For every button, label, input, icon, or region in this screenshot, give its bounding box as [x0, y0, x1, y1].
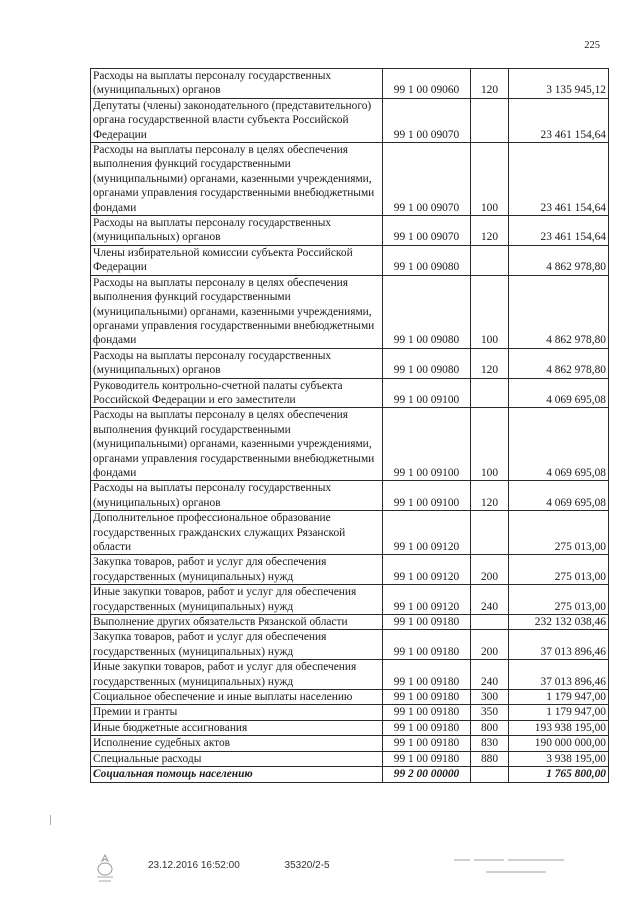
vr-cell: 120: [471, 69, 509, 99]
vr-cell: 300: [471, 690, 509, 705]
table-row: [91, 69, 609, 99]
vr-cell: 240: [471, 660, 509, 690]
table-row: [91, 143, 609, 216]
table-row: [91, 736, 609, 751]
sum-cell: 4 862 978,80: [509, 348, 609, 378]
sum-cell: 1 765 800,00: [509, 767, 609, 782]
vr-cell: [471, 767, 509, 782]
footer-datetime: 23.12.2016 16:52:00: [148, 860, 240, 871]
sum-cell: 1 179 947,00: [509, 690, 609, 705]
name-cell: Специальные расходы: [91, 751, 383, 766]
name-cell: Расходы на выплаты персоналу в целях обеспечения выполнения функций государственными (муниципальными) органами, казенными учреждениями, органами управления государственными внебюджетными фондами: [91, 275, 383, 348]
name-cell: Социальная помощь населению: [91, 767, 383, 782]
sum-cell: 3 135 945,12: [509, 69, 609, 99]
name-cell: Руководитель контрольно-счетной палаты субъекта Российской Федерации и его заместители: [91, 378, 383, 408]
sum-cell: 37 013 896,46: [509, 630, 609, 660]
code-cell: 99 1 00 09120: [383, 585, 471, 615]
table-row: [91, 511, 609, 555]
sum-cell: 23 461 154,64: [509, 98, 609, 142]
code-cell: 99 1 00 09180: [383, 690, 471, 705]
code-cell: 99 1 00 09120: [383, 511, 471, 555]
table-row: [91, 98, 609, 142]
code-cell: 99 1 00 09080: [383, 275, 471, 348]
vr-cell: [471, 98, 509, 142]
name-cell: Социальное обеспечение и иные выплаты населению: [91, 690, 383, 705]
name-cell: Расходы на выплаты персоналу государственных (муниципальных) органов: [91, 481, 383, 511]
sum-cell: 4 069 695,08: [509, 408, 609, 481]
code-cell: 99 1 00 09180: [383, 660, 471, 690]
sum-cell: 4 862 978,80: [509, 245, 609, 275]
table-row: [91, 720, 609, 735]
name-cell: Расходы на выплаты персоналу государственных (муниципальных) органов: [91, 216, 383, 246]
sum-cell: 3 938 195,00: [509, 751, 609, 766]
code-cell: 99 1 00 09180: [383, 630, 471, 660]
table-row: [91, 585, 609, 615]
code-cell: 99 1 00 09080: [383, 348, 471, 378]
name-cell: Премии и гранты: [91, 705, 383, 720]
vr-cell: 120: [471, 481, 509, 511]
table-row: [91, 378, 609, 408]
sum-cell: 190 000 000,00: [509, 736, 609, 751]
name-cell: Иные бюджетные ассигнования: [91, 720, 383, 735]
table-row: [91, 245, 609, 275]
sum-cell: 232 132 038,46: [509, 615, 609, 630]
sum-cell: 275 013,00: [509, 585, 609, 615]
code-cell: 99 1 00 09120: [383, 555, 471, 585]
table-row: [91, 555, 609, 585]
sum-cell: 1 179 947,00: [509, 705, 609, 720]
code-cell: 99 1 00 09100: [383, 408, 471, 481]
code-cell: 99 1 00 09180: [383, 720, 471, 735]
vr-cell: 120: [471, 216, 509, 246]
name-cell: Закупка товаров, работ и услуг для обеспечения государственных (муниципальных) нужд: [91, 630, 383, 660]
table-row: [91, 690, 609, 705]
vr-cell: 120: [471, 348, 509, 378]
table-row: [91, 615, 609, 630]
page-number: 225: [584, 40, 600, 51]
vr-cell: [471, 245, 509, 275]
code-cell: 99 1 00 09060: [383, 69, 471, 99]
table-row: [91, 660, 609, 690]
table-row: [91, 216, 609, 246]
name-cell: Расходы на выплаты персоналу в целях обеспечения выполнения функций государственными (муниципальными) органами, казенными учреждениями, органами управления государственными внебюджетными фондами: [91, 408, 383, 481]
margin-mark: [50, 815, 51, 825]
name-cell: Члены избирательной комиссии субъекта Российской Федерации: [91, 245, 383, 275]
name-cell: Дополнительное профессиональное образование государственных гражданских служащих Рязанской области: [91, 511, 383, 555]
table-row: [91, 348, 609, 378]
table-row: [91, 751, 609, 766]
sum-cell: 23 461 154,64: [509, 143, 609, 216]
vr-cell: 200: [471, 555, 509, 585]
sum-cell: 4 069 695,08: [509, 481, 609, 511]
budget-table: [90, 68, 609, 783]
name-cell: Иные закупки товаров, работ и услуг для обеспечения государственных (муниципальных) нужд: [91, 660, 383, 690]
code-cell: 99 1 00 09070: [383, 216, 471, 246]
vr-cell: 100: [471, 408, 509, 481]
vr-cell: 100: [471, 143, 509, 216]
footer: [148, 860, 372, 871]
sum-cell: 4 069 695,08: [509, 378, 609, 408]
vr-cell: 240: [471, 585, 509, 615]
emblem-stamp-icon: [92, 853, 118, 883]
code-cell: 99 1 00 09100: [383, 481, 471, 511]
sum-cell: 4 862 978,80: [509, 275, 609, 348]
vr-cell: 800: [471, 720, 509, 735]
table-row: [91, 767, 609, 782]
name-cell: Расходы на выплаты персоналу государственных (муниципальных) органов: [91, 69, 383, 99]
vr-cell: 100: [471, 275, 509, 348]
vr-cell: [471, 378, 509, 408]
table-row: [91, 408, 609, 481]
name-cell: Выполнение других обязательств Рязанской области: [91, 615, 383, 630]
table-row: [91, 275, 609, 348]
vr-cell: 880: [471, 751, 509, 766]
code-cell: 99 1 00 09070: [383, 143, 471, 216]
name-cell: Депутаты (члены) законодательного (представительного) органа государственной власти субъекта Российской Федерации: [91, 98, 383, 142]
sum-cell: 23 461 154,64: [509, 216, 609, 246]
footer-doc-id: 35320/2-5: [284, 860, 330, 871]
table-row: [91, 705, 609, 720]
budget-table-body: [91, 69, 609, 783]
faded-stamp-icon: [452, 855, 567, 879]
sum-cell: 37 013 896,46: [509, 660, 609, 690]
table-row: [91, 481, 609, 511]
vr-cell: [471, 511, 509, 555]
code-cell: 99 1 00 09180: [383, 751, 471, 766]
code-cell: 99 1 00 09070: [383, 98, 471, 142]
code-cell: 99 1 00 09080: [383, 245, 471, 275]
table-row: [91, 630, 609, 660]
name-cell: Расходы на выплаты персоналу государственных (муниципальных) органов: [91, 348, 383, 378]
code-cell: 99 2 00 00000: [383, 767, 471, 782]
name-cell: Закупка товаров, работ и услуг для обеспечения государственных (муниципальных) нужд: [91, 555, 383, 585]
sum-cell: 193 938 195,00: [509, 720, 609, 735]
vr-cell: 830: [471, 736, 509, 751]
vr-cell: 350: [471, 705, 509, 720]
sum-cell: 275 013,00: [509, 555, 609, 585]
name-cell: Иные закупки товаров, работ и услуг для обеспечения государственных (муниципальных) нужд: [91, 585, 383, 615]
code-cell: 99 1 00 09180: [383, 615, 471, 630]
code-cell: 99 1 00 09180: [383, 736, 471, 751]
name-cell: Исполнение судебных актов: [91, 736, 383, 751]
code-cell: 99 1 00 09180: [383, 705, 471, 720]
vr-cell: 200: [471, 630, 509, 660]
vr-cell: [471, 615, 509, 630]
code-cell: 99 1 00 09100: [383, 378, 471, 408]
sum-cell: 275 013,00: [509, 511, 609, 555]
name-cell: Расходы на выплаты персоналу в целях обеспечения выполнения функций государственными (муниципальными) органами, казенными учреждениями, органами управления государственными внебюджетными фондами: [91, 143, 383, 216]
